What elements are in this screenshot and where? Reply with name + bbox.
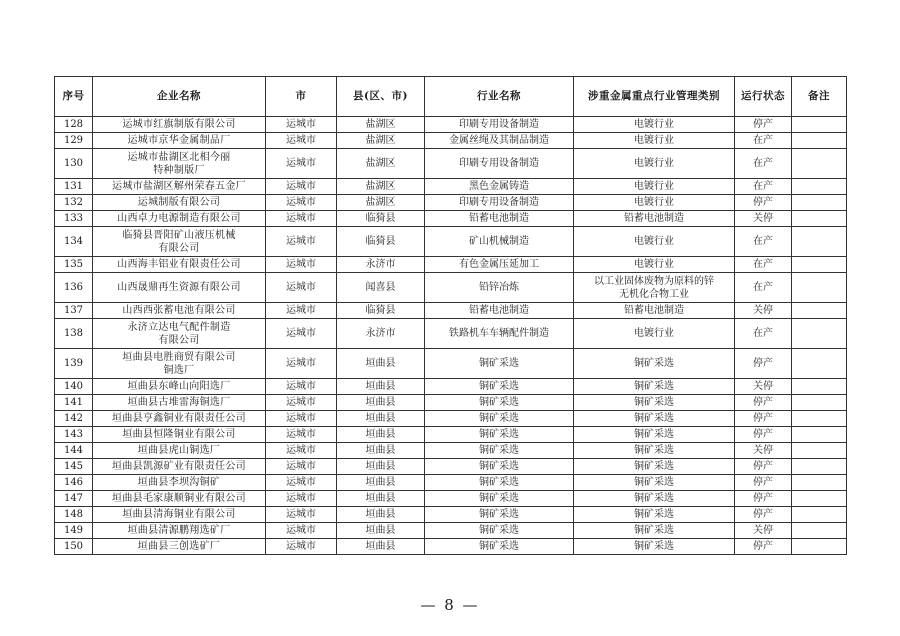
cell-industry: 印刷专用设备制造 xyxy=(425,149,574,179)
cell-industry: 铜矿采选 xyxy=(425,507,574,523)
cell-status: 在产 xyxy=(735,227,792,257)
cell-no: 129 xyxy=(55,133,93,149)
cell-no: 131 xyxy=(55,179,93,195)
cell-note xyxy=(792,273,847,303)
table-row xyxy=(55,539,847,555)
cell-status: 停产 xyxy=(735,459,792,475)
cell-category: 电镀行业 xyxy=(574,195,735,211)
cell-status: 停产 xyxy=(735,117,792,133)
cell-note xyxy=(792,475,847,491)
cell-status: 停产 xyxy=(735,539,792,555)
cell-enterprise-name: 运城市盐湖区解州荣春五金厂 xyxy=(93,179,266,195)
cell-county: 垣曲县 xyxy=(337,443,425,459)
cell-industry: 铜矿采选 xyxy=(425,395,574,411)
header-industry: 行业名称 xyxy=(425,77,574,117)
cell-category: 电镀行业 xyxy=(574,117,735,133)
cell-industry: 印刷专用设备制造 xyxy=(425,117,574,133)
cell-category: 电镀行业 xyxy=(574,257,735,273)
cell-category: 铜矿采选 xyxy=(574,507,735,523)
cell-city: 运城市 xyxy=(266,459,337,475)
cell-status: 关停 xyxy=(735,523,792,539)
cell-industry: 铜矿采选 xyxy=(425,523,574,539)
cell-industry: 铜矿采选 xyxy=(425,475,574,491)
cell-city: 运城市 xyxy=(266,303,337,319)
cell-category: 铅蓄电池制造 xyxy=(574,211,735,227)
table-row xyxy=(55,195,847,211)
cell-industry: 铜矿采选 xyxy=(425,427,574,443)
cell-county: 垣曲县 xyxy=(337,491,425,507)
cell-enterprise-name: 山西晟鼎再生资源有限公司 xyxy=(93,273,266,303)
cell-enterprise-name: 垣曲县三创选矿厂 xyxy=(93,539,266,555)
table-row xyxy=(55,273,847,303)
table-row xyxy=(55,411,847,427)
cell-city: 运城市 xyxy=(266,273,337,303)
cell-no: 147 xyxy=(55,491,93,507)
header-no: 序号 xyxy=(55,77,93,117)
cell-enterprise-name: 永济立达电气配件制造 有限公司 xyxy=(93,319,266,349)
cell-category: 铅蓄电池制造 xyxy=(574,303,735,319)
cell-city: 运城市 xyxy=(266,257,337,273)
cell-county: 垣曲县 xyxy=(337,395,425,411)
cell-note xyxy=(792,379,847,395)
enterprise-table xyxy=(54,76,847,555)
cell-city: 运城市 xyxy=(266,395,337,411)
cell-industry: 铜矿采选 xyxy=(425,443,574,459)
cell-note xyxy=(792,195,847,211)
cell-category: 以工业固体废物为原料的锌 无机化合物工业 xyxy=(574,273,735,303)
cell-industry: 有色金属压延加工 xyxy=(425,257,574,273)
cell-city: 运城市 xyxy=(266,349,337,379)
cell-industry: 黑色金属铸造 xyxy=(425,179,574,195)
cell-county: 盐湖区 xyxy=(337,133,425,149)
cell-note xyxy=(792,149,847,179)
table-row xyxy=(55,349,847,379)
cell-note xyxy=(792,459,847,475)
cell-no: 133 xyxy=(55,211,93,227)
table-row xyxy=(55,475,847,491)
cell-status: 关停 xyxy=(735,443,792,459)
cell-industry: 铜矿采选 xyxy=(425,379,574,395)
cell-no: 135 xyxy=(55,257,93,273)
cell-category: 铜矿采选 xyxy=(574,539,735,555)
cell-note xyxy=(792,395,847,411)
cell-city: 运城市 xyxy=(266,443,337,459)
header-enterprise-name: 企业名称 xyxy=(93,77,266,117)
cell-no: 136 xyxy=(55,273,93,303)
table-row xyxy=(55,149,847,179)
header-category: 涉重金属重点行业管理类别 xyxy=(574,77,735,117)
cell-enterprise-name: 山西卓力电源制造有限公司 xyxy=(93,211,266,227)
cell-enterprise-name: 垣曲县亨鑫铜业有限责任公司 xyxy=(93,411,266,427)
cell-county: 垣曲县 xyxy=(337,349,425,379)
cell-no: 146 xyxy=(55,475,93,491)
cell-category: 铜矿采选 xyxy=(574,379,735,395)
cell-industry: 铜矿采选 xyxy=(425,459,574,475)
cell-status: 在产 xyxy=(735,149,792,179)
cell-enterprise-name: 垣曲县虎山铜选厂 xyxy=(93,443,266,459)
cell-county: 临猗县 xyxy=(337,303,425,319)
cell-enterprise-name: 山西海丰铝业有限责任公司 xyxy=(93,257,266,273)
table-row xyxy=(55,227,847,257)
cell-city: 运城市 xyxy=(266,411,337,427)
table-row xyxy=(55,523,847,539)
cell-enterprise-name: 运城制版有限公司 xyxy=(93,195,266,211)
cell-no: 134 xyxy=(55,227,93,257)
table-row xyxy=(55,117,847,133)
cell-category: 铜矿采选 xyxy=(574,443,735,459)
cell-county: 永济市 xyxy=(337,257,425,273)
cell-enterprise-name: 运城市红旗制版有限公司 xyxy=(93,117,266,133)
cell-no: 140 xyxy=(55,379,93,395)
cell-no: 148 xyxy=(55,507,93,523)
cell-category: 电镀行业 xyxy=(574,149,735,179)
cell-enterprise-name: 临猗县晋阳矿山液压机械 有限公司 xyxy=(93,227,266,257)
table-row xyxy=(55,491,847,507)
cell-no: 143 xyxy=(55,427,93,443)
cell-county: 临猗县 xyxy=(337,227,425,257)
cell-category: 铜矿采选 xyxy=(574,459,735,475)
cell-no: 139 xyxy=(55,349,93,379)
cell-city: 运城市 xyxy=(266,507,337,523)
cell-status: 关停 xyxy=(735,379,792,395)
cell-industry: 矿山机械制造 xyxy=(425,227,574,257)
cell-category: 电镀行业 xyxy=(574,227,735,257)
page-number: — 8 — xyxy=(420,596,480,614)
cell-status: 在产 xyxy=(735,319,792,349)
cell-enterprise-name: 垣曲县李坝沟铜矿 xyxy=(93,475,266,491)
cell-enterprise-name: 垣曲县清海铜业有限公司 xyxy=(93,507,266,523)
table-row xyxy=(55,303,847,319)
cell-county: 垣曲县 xyxy=(337,459,425,475)
cell-status: 在产 xyxy=(735,133,792,149)
table-row xyxy=(55,179,847,195)
cell-county: 临猗县 xyxy=(337,211,425,227)
cell-note xyxy=(792,491,847,507)
cell-note xyxy=(792,211,847,227)
cell-no: 149 xyxy=(55,523,93,539)
table-row xyxy=(55,507,847,523)
cell-note xyxy=(792,507,847,523)
cell-county: 盐湖区 xyxy=(337,149,425,179)
cell-enterprise-name: 运城市京华金属制品厂 xyxy=(93,133,266,149)
cell-city: 运城市 xyxy=(266,195,337,211)
table-row xyxy=(55,211,847,227)
cell-status: 停产 xyxy=(735,195,792,211)
cell-county: 垣曲县 xyxy=(337,379,425,395)
cell-note xyxy=(792,117,847,133)
cell-industry: 铜矿采选 xyxy=(425,491,574,507)
cell-note xyxy=(792,349,847,379)
table-row xyxy=(55,133,847,149)
cell-no: 150 xyxy=(55,539,93,555)
cell-category: 电镀行业 xyxy=(574,319,735,349)
cell-category: 铜矿采选 xyxy=(574,427,735,443)
cell-enterprise-name: 垣曲县清源鹏翔选矿厂 xyxy=(93,523,266,539)
cell-status: 停产 xyxy=(735,395,792,411)
table-row xyxy=(55,257,847,273)
cell-city: 运城市 xyxy=(266,539,337,555)
cell-status: 停产 xyxy=(735,427,792,443)
cell-status: 停产 xyxy=(735,507,792,523)
table-body xyxy=(55,117,847,555)
cell-county: 盐湖区 xyxy=(337,195,425,211)
cell-category: 铜矿采选 xyxy=(574,475,735,491)
header-note: 备注 xyxy=(792,77,847,117)
cell-enterprise-name: 山西西张蓄电池有限公司 xyxy=(93,303,266,319)
cell-industry: 铜矿采选 xyxy=(425,539,574,555)
cell-note xyxy=(792,427,847,443)
table-row xyxy=(55,319,847,349)
header-status: 运行状态 xyxy=(735,77,792,117)
cell-note xyxy=(792,257,847,273)
cell-enterprise-name: 垣曲县古堆雷海铜选厂 xyxy=(93,395,266,411)
cell-city: 运城市 xyxy=(266,211,337,227)
table-row xyxy=(55,379,847,395)
cell-city: 运城市 xyxy=(266,117,337,133)
cell-note xyxy=(792,319,847,349)
cell-category: 电镀行业 xyxy=(574,179,735,195)
cell-city: 运城市 xyxy=(266,319,337,349)
cell-city: 运城市 xyxy=(266,475,337,491)
cell-county: 永济市 xyxy=(337,319,425,349)
cell-note xyxy=(792,443,847,459)
cell-city: 运城市 xyxy=(266,491,337,507)
cell-enterprise-name: 垣曲县恒隆铜业有限公司 xyxy=(93,427,266,443)
cell-industry: 印刷专用设备制造 xyxy=(425,195,574,211)
cell-status: 停产 xyxy=(735,349,792,379)
cell-note xyxy=(792,523,847,539)
cell-no: 137 xyxy=(55,303,93,319)
cell-industry: 铜矿采选 xyxy=(425,411,574,427)
cell-status: 关停 xyxy=(735,211,792,227)
cell-no: 141 xyxy=(55,395,93,411)
cell-county: 垣曲县 xyxy=(337,523,425,539)
cell-status: 停产 xyxy=(735,491,792,507)
cell-city: 运城市 xyxy=(266,379,337,395)
cell-status: 关停 xyxy=(735,303,792,319)
cell-industry: 铅锌冶炼 xyxy=(425,273,574,303)
cell-no: 128 xyxy=(55,117,93,133)
cell-industry: 铜矿采选 xyxy=(425,349,574,379)
cell-no: 138 xyxy=(55,319,93,349)
cell-county: 垣曲县 xyxy=(337,539,425,555)
cell-no: 130 xyxy=(55,149,93,179)
cell-industry: 铁路机车车辆配件制造 xyxy=(425,319,574,349)
cell-city: 运城市 xyxy=(266,179,337,195)
cell-county: 垣曲县 xyxy=(337,475,425,491)
cell-industry: 铅蓄电池制造 xyxy=(425,303,574,319)
table-header-row xyxy=(55,77,847,117)
cell-enterprise-name: 垣曲县东峰山向阳选厂 xyxy=(93,379,266,395)
cell-city: 运城市 xyxy=(266,133,337,149)
cell-industry: 铅蓄电池制造 xyxy=(425,211,574,227)
cell-no: 144 xyxy=(55,443,93,459)
cell-note xyxy=(792,539,847,555)
cell-county: 盐湖区 xyxy=(337,179,425,195)
cell-status: 停产 xyxy=(735,411,792,427)
cell-no: 132 xyxy=(55,195,93,211)
table-row xyxy=(55,395,847,411)
cell-county: 垣曲县 xyxy=(337,427,425,443)
table-row xyxy=(55,427,847,443)
cell-category: 铜矿采选 xyxy=(574,395,735,411)
header-city: 市 xyxy=(266,77,337,117)
cell-note xyxy=(792,303,847,319)
cell-enterprise-name: 垣曲县电胜商贸有限公司 铜选厂 xyxy=(93,349,266,379)
cell-note xyxy=(792,227,847,257)
cell-no: 145 xyxy=(55,459,93,475)
cell-status: 在产 xyxy=(735,273,792,303)
cell-category: 电镀行业 xyxy=(574,133,735,149)
header-county: 县(区、市) xyxy=(337,77,425,117)
table-row xyxy=(55,459,847,475)
cell-note xyxy=(792,411,847,427)
cell-category: 铜矿采选 xyxy=(574,349,735,379)
cell-city: 运城市 xyxy=(266,227,337,257)
cell-category: 铜矿采选 xyxy=(574,523,735,539)
cell-category: 铜矿采选 xyxy=(574,491,735,507)
cell-county: 垣曲县 xyxy=(337,507,425,523)
cell-note xyxy=(792,179,847,195)
cell-status: 在产 xyxy=(735,257,792,273)
cell-no: 142 xyxy=(55,411,93,427)
cell-city: 运城市 xyxy=(266,149,337,179)
cell-category: 铜矿采选 xyxy=(574,411,735,427)
cell-enterprise-name: 垣曲县毛家康顺铜业有限公司 xyxy=(93,491,266,507)
cell-city: 运城市 xyxy=(266,523,337,539)
cell-enterprise-name: 运城市盐湖区北相今丽 特种制版厂 xyxy=(93,149,266,179)
cell-industry: 金属丝绳及其制品制造 xyxy=(425,133,574,149)
cell-status: 在产 xyxy=(735,179,792,195)
cell-status: 停产 xyxy=(735,475,792,491)
cell-county: 盐湖区 xyxy=(337,117,425,133)
cell-enterprise-name: 垣曲县凯源矿业有限责任公司 xyxy=(93,459,266,475)
cell-city: 运城市 xyxy=(266,427,337,443)
cell-county: 垣曲县 xyxy=(337,411,425,427)
table-row xyxy=(55,443,847,459)
cell-county: 闻喜县 xyxy=(337,273,425,303)
cell-note xyxy=(792,133,847,149)
